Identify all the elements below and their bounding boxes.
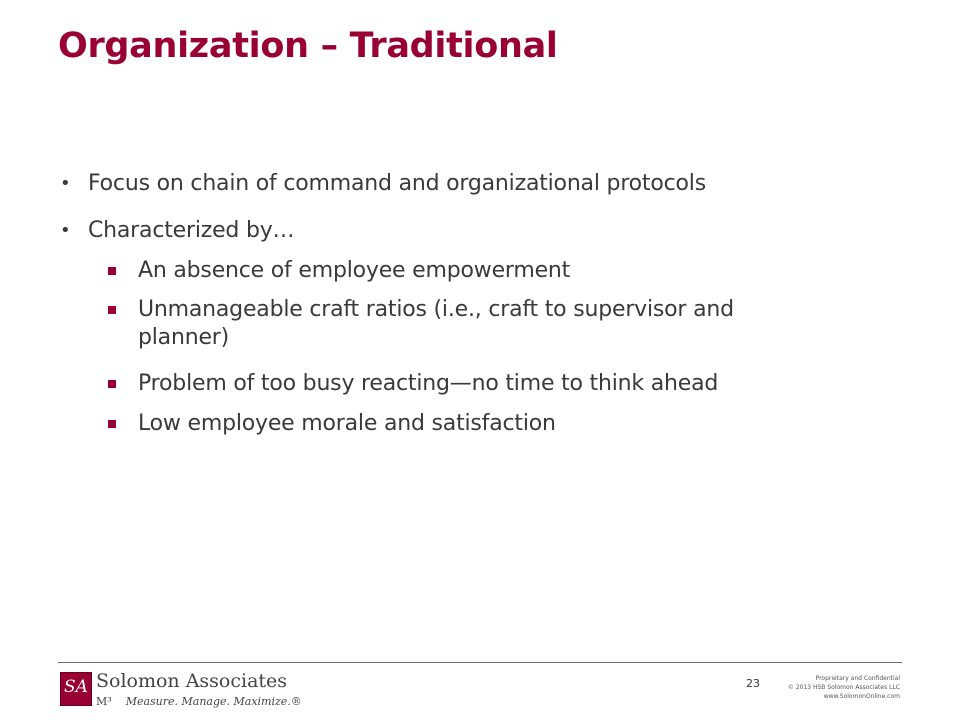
bullet-text: Characterized by… bbox=[88, 218, 295, 243]
tagline bbox=[96, 695, 302, 708]
logo-mark: SA bbox=[64, 677, 88, 697]
legal-line: www.SolomonOnline.com bbox=[823, 693, 900, 700]
square-bullet-icon bbox=[108, 380, 116, 388]
brand-name: Solomon Associates bbox=[96, 670, 288, 692]
tagline-prefix: M³ bbox=[96, 695, 112, 708]
legal-notice bbox=[788, 674, 900, 701]
bullet-text: Focus on chain of command and organizational protocols bbox=[88, 171, 706, 196]
square-bullet-icon bbox=[108, 267, 116, 275]
sub-bullet-text: An absence of employee empowerment bbox=[138, 258, 571, 283]
square-bullet-icon bbox=[108, 420, 116, 428]
slide-title: Organization – Traditional bbox=[58, 26, 558, 66]
bullet-dot: • bbox=[60, 220, 71, 241]
sub-bullet-text: Problem of too busy reacting—no time to think ahead bbox=[138, 371, 719, 396]
sub-bullet-text: Low employee morale and satisfaction bbox=[138, 411, 556, 436]
page-number: 23 bbox=[746, 677, 760, 690]
legal-line: Proprietary and Confidential bbox=[815, 675, 900, 682]
footer-divider bbox=[58, 662, 902, 663]
tagline-text: Measure. Manage. Maximize.® bbox=[125, 695, 302, 708]
sub-bullet-text: Unmanageable craft ratios (i.e., craft to supervisor and planner) bbox=[138, 297, 734, 350]
bullet-dot: • bbox=[60, 173, 71, 194]
solomon-logo-icon bbox=[60, 672, 92, 706]
legal-line: © 2013 HSB Solomon Associates LLC bbox=[787, 684, 900, 691]
square-bullet-icon bbox=[108, 306, 116, 314]
